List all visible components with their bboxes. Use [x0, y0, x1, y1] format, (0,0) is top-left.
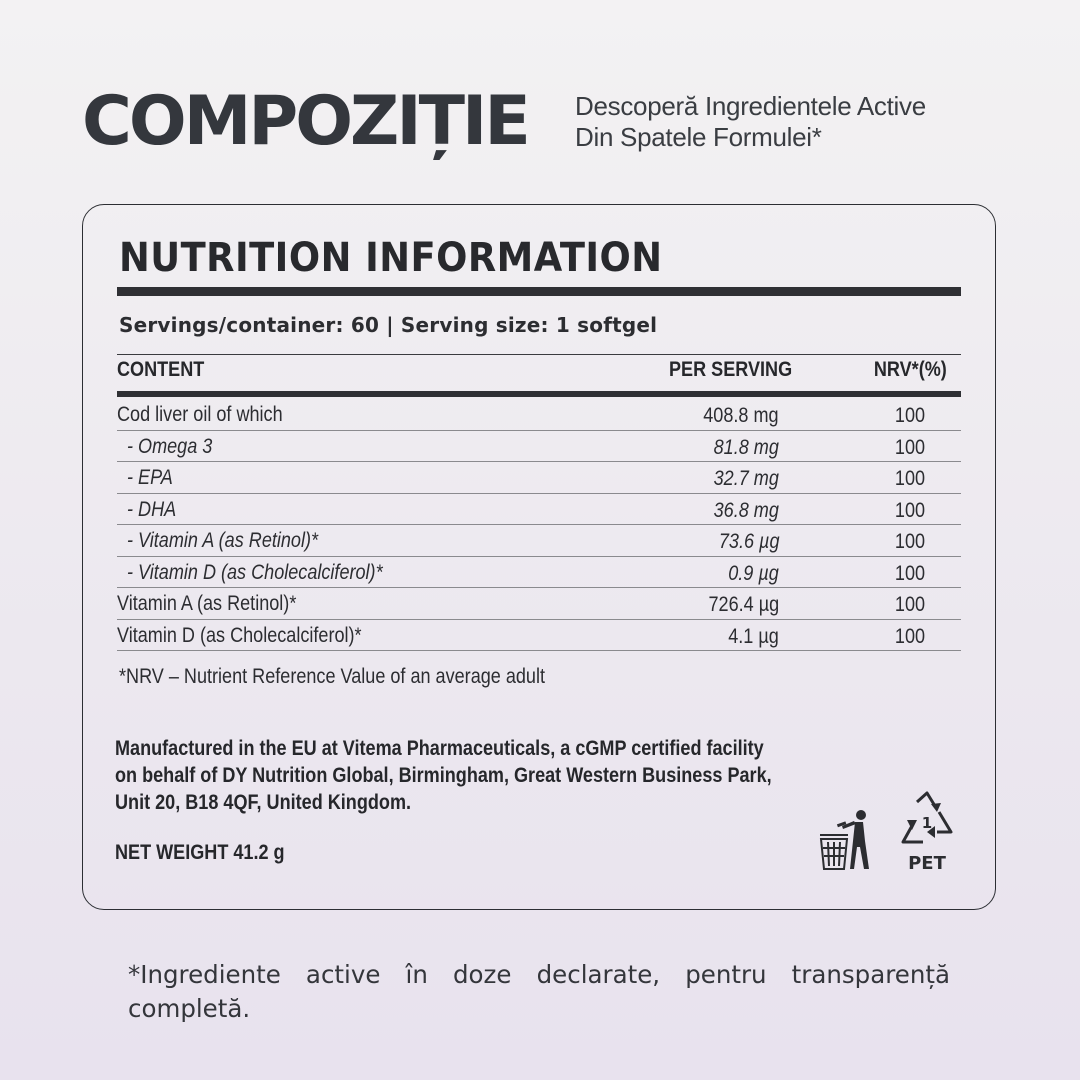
row-nrv: 100: [894, 624, 925, 648]
row-nrv: 100: [894, 498, 925, 522]
row-name: - Vitamin A (as Retinol)*: [127, 529, 319, 552]
column-header-per-serving: PER SERVING: [669, 358, 793, 381]
nutrition-title: NUTRITION INFORMATION: [119, 235, 663, 281]
row-value: 726.4 µg: [708, 593, 779, 616]
manufacturer-info: [115, 735, 872, 816]
table-header: [117, 358, 961, 388]
column-header-content: CONTENT: [117, 358, 205, 381]
row-nrv: 100: [894, 435, 925, 459]
row-nrv: 100: [894, 593, 925, 616]
row-name: - Omega 3: [127, 434, 213, 458]
table-row: [117, 431, 961, 463]
manufacturer-line-1: Manufactured in the EU at Vitema Pharmaceuticals, a cGMP certified facility: [115, 737, 764, 760]
row-value: 73.6 µg: [718, 530, 779, 553]
tidyman-bin-icon: [817, 807, 873, 875]
recycle-material-label: PET: [908, 853, 946, 874]
row-value: 4.1 µg: [728, 624, 779, 648]
row-name: - Vitamin D (as Cholecalciferol)*: [127, 560, 383, 584]
subtitle-line-1: Descoperă Ingredientele Active: [575, 91, 926, 121]
recycle-pet-icon: [895, 790, 959, 852]
column-header-nrv: NRV*(%): [874, 358, 947, 381]
table-row: [117, 462, 961, 494]
servings-info: Servings/container: 60 | Serving size: 1 softgel: [119, 313, 658, 337]
title-rule: [117, 287, 961, 296]
table-row: [117, 525, 961, 557]
row-value: 81.8 mg: [713, 435, 779, 459]
nrv-footnote: *NRV – Nutrient Reference Value of an average adult: [119, 665, 546, 688]
table-row: [117, 620, 961, 652]
table-row: [117, 557, 961, 589]
row-nrv: 100: [894, 530, 925, 553]
nutrition-table: [117, 399, 961, 651]
row-value: 0.9 µg: [728, 561, 779, 585]
table-row: [117, 494, 961, 526]
manufacturer-line-3: Unit 20, B18 4QF, United Kingdom.: [115, 791, 412, 814]
page-subtitle: [575, 91, 926, 153]
row-nrv: 100: [894, 561, 925, 585]
row-value: 408.8 mg: [703, 404, 779, 427]
row-name: Cod liver oil of which: [117, 403, 283, 426]
net-weight: NET WEIGHT 41.2 g: [115, 841, 285, 864]
subtitle-line-2: Din Spatele Formulei*: [575, 122, 822, 152]
row-nrv: 100: [894, 404, 925, 427]
row-name: Vitamin A (as Retinol)*: [117, 592, 297, 615]
row-value: 32.7 mg: [713, 467, 779, 490]
row-name: Vitamin D (as Cholecalciferol)*: [117, 623, 362, 647]
row-nrv: 100: [894, 467, 925, 490]
recycle-number: 1: [921, 814, 933, 832]
nutrition-label-card: [82, 204, 996, 910]
row-name: - DHA: [127, 497, 177, 521]
header-bottom-rule: [117, 391, 961, 397]
manufacturer-line-2: on behalf of DY Nutrition Global, Birmingham, Great Western Business Park,: [115, 764, 772, 787]
row-value: 36.8 mg: [713, 498, 779, 522]
page-title: COMPOZIȚIE: [82, 82, 528, 161]
row-name: - EPA: [127, 466, 173, 489]
table-row: [117, 588, 961, 620]
bottom-note: *Ingrediente active în doze declarate, pentru transparență completă.: [128, 960, 950, 1023]
table-row: [117, 399, 961, 431]
header-top-rule: [117, 354, 961, 355]
